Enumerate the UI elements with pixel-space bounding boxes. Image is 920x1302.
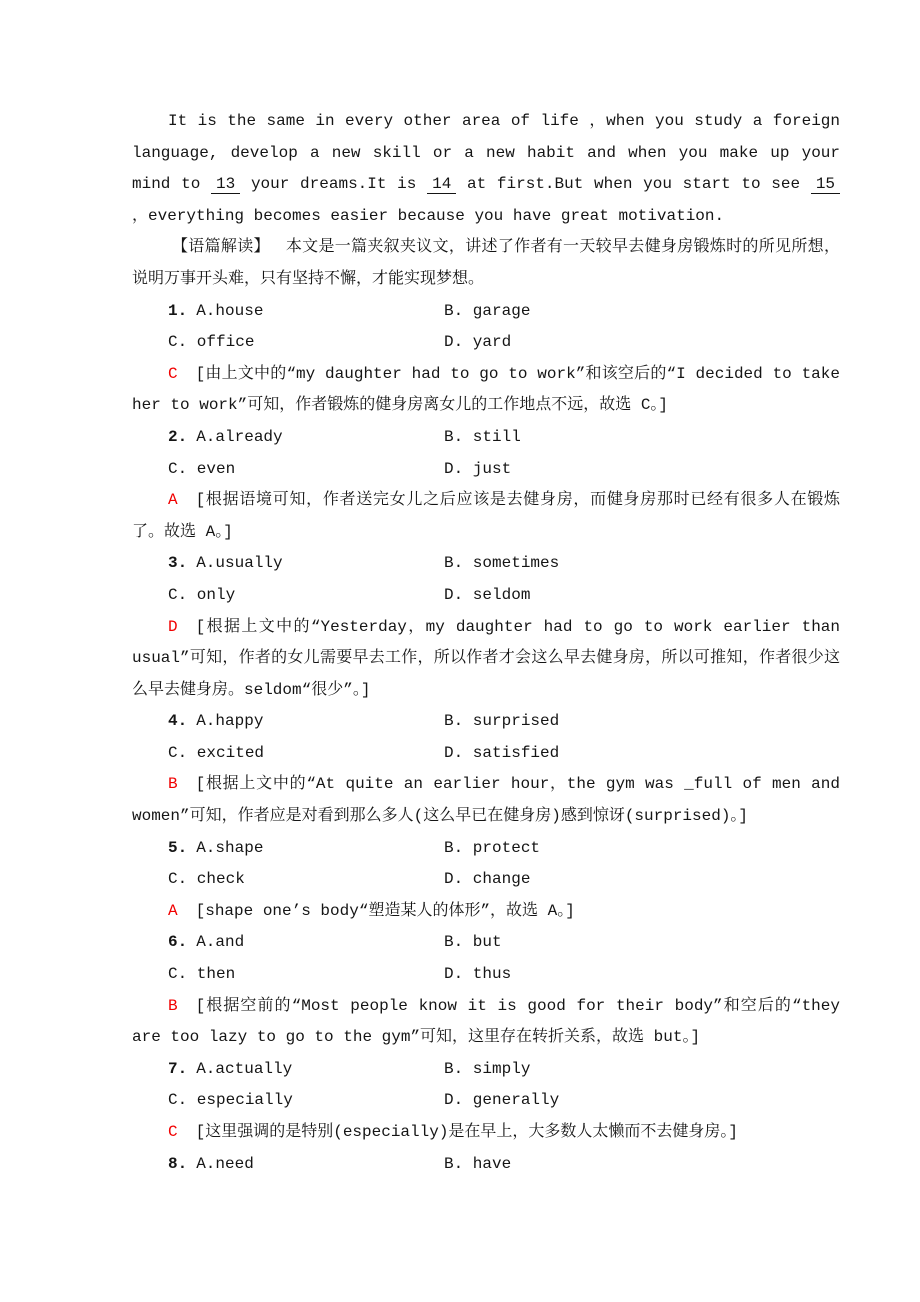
option-row-ab <box>132 548 840 580</box>
option-a: A.actually <box>196 1059 293 1078</box>
option-cell-a <box>132 1054 444 1086</box>
answer-explanation <box>132 485 840 548</box>
option-a: A.already <box>196 427 283 446</box>
option-row-ab <box>132 1054 840 1086</box>
option-cell-a <box>132 706 444 738</box>
explanation-text: [根据上文中的“Yesterday，my daughter had to go to work earlier than usual”可知，作者的女儿需要早去工作，所以作者才会这么早去健身房，所以可推知，作者很少这么早去健身房。seldom“很少”。] <box>132 617 840 699</box>
option-row-cd <box>132 1085 840 1117</box>
option-a: A.and <box>196 933 245 952</box>
option-cell-c <box>132 327 444 359</box>
answer-letter: A <box>168 901 178 920</box>
question-number: 3. <box>168 554 188 573</box>
option-cell-c <box>132 1085 444 1117</box>
option-d: D. satisfied <box>444 743 560 762</box>
question-6 <box>132 927 840 1053</box>
answer-letter: C <box>168 1123 178 1141</box>
option-row-ab <box>132 927 840 959</box>
option-c: C. then <box>168 965 236 984</box>
question-2 <box>132 422 840 548</box>
option-c: C. office <box>168 333 255 352</box>
option-row-ab <box>132 706 840 738</box>
question-number: 4. <box>168 712 188 731</box>
answer-explanation <box>132 612 840 707</box>
option-row-ab <box>132 422 840 454</box>
question-number: 2. <box>168 427 188 446</box>
option-a: A.house <box>196 301 264 320</box>
option-row-ab <box>132 1149 840 1181</box>
option-cell-c <box>132 580 444 612</box>
option-b: B. have <box>444 1154 512 1173</box>
question-number: 1. <box>168 301 188 320</box>
answer-letter: D <box>168 617 178 636</box>
option-row-cd <box>132 454 840 486</box>
answer-explanation <box>132 1117 840 1149</box>
option-cell-a <box>132 833 444 865</box>
option-row-cd <box>132 959 840 991</box>
option-row-ab <box>132 833 840 865</box>
explanation-text: [根据空前的“Most people know it is good for their body”和空后的“they are too lazy to go to the gym”可知，这里存在转折关系，故选 but。] <box>132 996 840 1047</box>
answer-explanation <box>132 991 840 1054</box>
blank-13: 13 <box>211 175 240 194</box>
intro-text-run3: at first.But when you start to see <box>456 175 811 194</box>
option-b: B. simply <box>444 1059 531 1078</box>
option-c: C. excited <box>168 743 265 762</box>
explanation-text: [shape one’s body“塑造某人的体形”，故选 A。] <box>195 901 575 920</box>
option-cell-a <box>132 927 444 959</box>
analysis-text: 本文是一篇夹叙夹议文，讲述了作者有一天较早去健身房锻炼时的所见所想，说明万事开头难，只有坚持不懈，才能实现梦想。 <box>132 238 840 288</box>
option-cell-a <box>132 422 444 454</box>
blank-14: 14 <box>427 175 456 194</box>
intro-text-run2: your dreams.It is <box>240 175 428 194</box>
option-a: A.shape <box>196 838 264 857</box>
option-c: C. only <box>168 585 236 604</box>
intro-text-run1: It is the same in every other area of life ，when you study a foreign language, develop a new skill or a new habit and when you make up your mind to <box>132 112 840 194</box>
option-cell-c <box>132 959 444 991</box>
option-cell-c <box>132 454 444 486</box>
answer-explanation <box>132 769 840 832</box>
option-cell-c <box>132 864 444 896</box>
question-3 <box>132 548 840 706</box>
question-number: 8. <box>168 1154 188 1173</box>
answer-letter: B <box>168 996 178 1015</box>
analysis-label: 【语篇解读】 <box>172 238 270 257</box>
passage-analysis <box>132 232 840 295</box>
option-c: C. especially <box>168 1091 293 1110</box>
option-d: D. thus <box>444 965 512 984</box>
option-c: C. even <box>168 459 236 478</box>
option-c: C. check <box>168 870 245 889</box>
intro-paragraph <box>132 106 840 232</box>
option-d: D. just <box>444 459 512 478</box>
answer-letter: A <box>168 491 178 510</box>
option-cell-a <box>132 296 444 328</box>
question-4 <box>132 706 840 832</box>
option-b: B. but <box>444 933 502 952</box>
answer-explanation <box>132 896 840 928</box>
option-b: B. sometimes <box>444 554 560 573</box>
question-number: 6. <box>168 933 188 952</box>
option-row-cd <box>132 327 840 359</box>
option-a: A.need <box>196 1154 254 1173</box>
explanation-text: [根据语境可知，作者送完女儿之后应该是去健身房，而健身房那时已经有很多人在锻炼了。故选 A。] <box>132 491 840 541</box>
option-row-ab <box>132 296 840 328</box>
explanation-text: [这里强调的是特别(especially)是在早上，大多数人太懒而不去健身房。] <box>195 1123 739 1141</box>
option-row-cd <box>132 738 840 770</box>
explanation-text: [由上文中的“my daughter had to go to work”和该空后的“I decided to take her to work”可知，作者锻炼的健身房离女儿的工作地点不远，故选 C。] <box>132 364 840 415</box>
answer-letter: C <box>168 364 178 383</box>
question-7 <box>132 1054 840 1149</box>
question-5 <box>132 833 840 928</box>
option-a: A.happy <box>196 712 264 731</box>
answer-explanation <box>132 359 840 422</box>
option-cell-c <box>132 738 444 770</box>
option-row-cd <box>132 580 840 612</box>
option-b: B. surprised <box>444 712 560 731</box>
option-d: D. generally <box>444 1091 560 1110</box>
answer-letter: B <box>168 775 178 794</box>
question-number: 7. <box>168 1059 188 1078</box>
option-b: B. protect <box>444 838 541 857</box>
option-d: D. yard <box>444 333 512 352</box>
question-1 <box>132 296 840 422</box>
option-row-cd <box>132 864 840 896</box>
option-b: B. still <box>444 427 521 446</box>
intro-text-run4: ，everything becomes easier because you have great motivation. <box>132 206 725 225</box>
option-cell-a <box>132 548 444 580</box>
option-a: A.usually <box>196 554 283 573</box>
question-8 <box>132 1149 840 1181</box>
option-d: D. seldom <box>444 585 531 604</box>
option-d: D. change <box>444 870 531 889</box>
blank-15: 15 <box>811 175 840 194</box>
explanation-text: [根据上文中的“At quite an earlier hour，the gym was _full of men and women”可知，作者应是对看到那么多人(这么早已在健身房)感到惊讶(surprised)。] <box>132 775 840 826</box>
option-b: B. garage <box>444 301 531 320</box>
option-cell-a <box>132 1149 444 1181</box>
question-number: 5. <box>168 838 188 857</box>
